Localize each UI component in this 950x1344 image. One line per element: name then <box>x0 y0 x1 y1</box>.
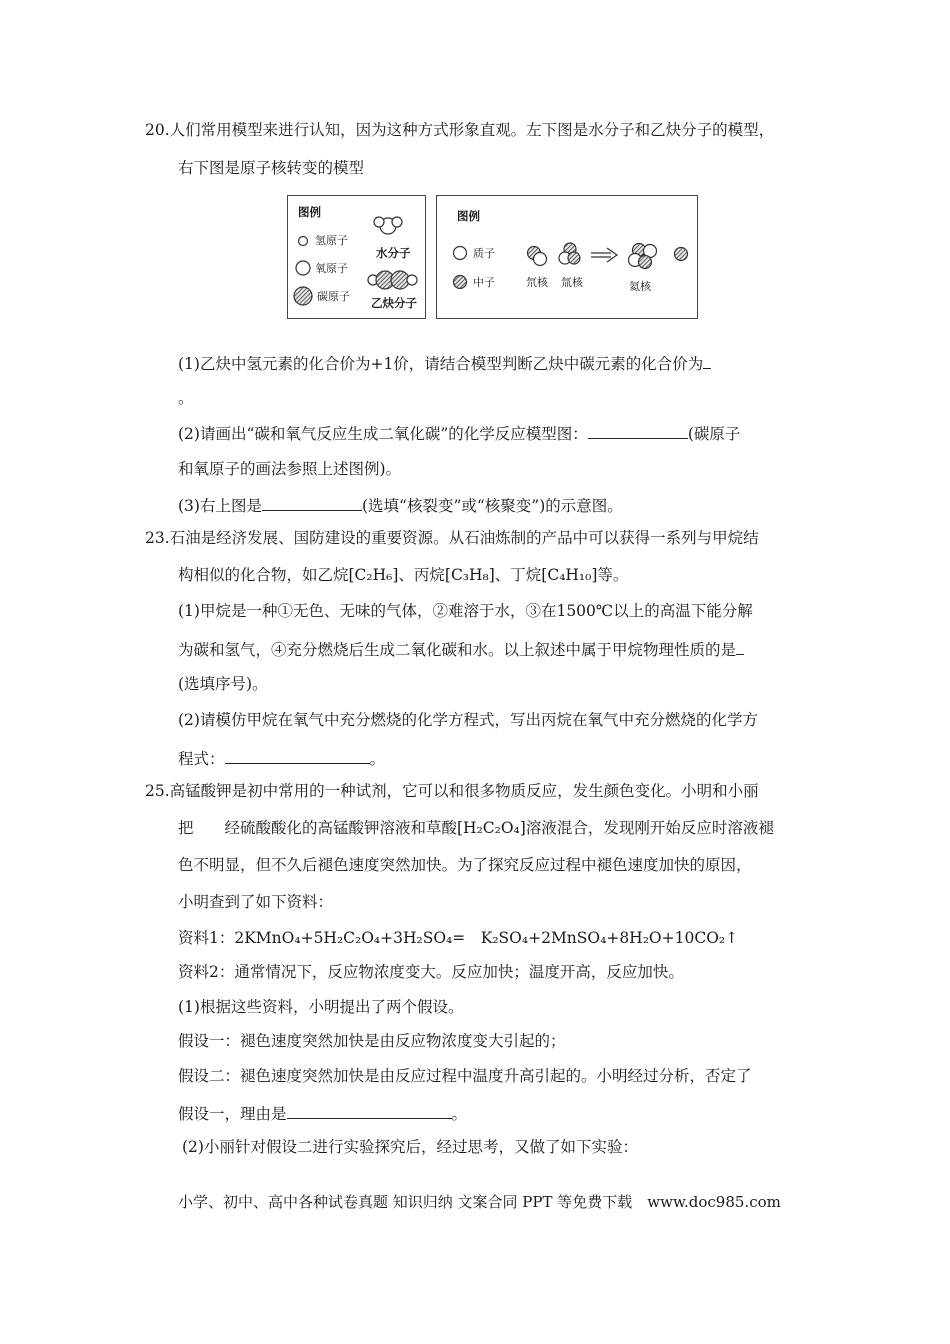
q25-sub1: (1)根据这些资料，小明提出了两个假设。 <box>178 998 464 1016</box>
q23-sub2-line1: (2)请模仿甲烷在氧气中充分燃烧的化学方程式，写出丙烷在氧气中充分燃烧的化学方 <box>178 711 758 729</box>
figure-right-nuclear-model <box>436 195 698 319</box>
answer-blank[interactable] <box>703 352 711 369</box>
arrow-right-icon <box>607 248 617 262</box>
q23-sub2-line2: 程式： 。 <box>178 747 385 769</box>
answer-blank[interactable] <box>225 747 370 764</box>
q25-line3: 色不明显，但不久后褪色速度突然加快。为了探究反应过程中褪色速度加快的原因， <box>178 856 752 874</box>
acetylene-carbon-icon <box>391 271 409 289</box>
q25-line4: 小明查到了如下资料： <box>178 893 334 911</box>
q20-sub2-line1: (2)请画出“碳和氧气反应生成二氧化碳”的化学反应模型图： (碳原子 <box>178 422 740 444</box>
water-hydrogen-icon <box>374 217 384 227</box>
q25-hypothesis1: 假设一：褪色速度突然加快是由反应物浓度变大引起的； <box>178 1032 566 1050</box>
oxygen-atom-icon <box>296 261 310 275</box>
q23-line2: 构相似的化合物，如乙烷[C₂H₆]、丙烷[C₃H₈]、丁烷[C₄H₁₀]等。 <box>178 566 629 584</box>
helium-label: 氦核 <box>629 280 651 293</box>
water-molecule-label: 水分子 <box>376 246 411 260</box>
legend-neutron-label: 中子 <box>473 276 495 289</box>
hydrogen-atom-icon <box>299 237 308 246</box>
q25-hypothesis2: 假设二：褪色速度突然加快是由反应过程中温度升高引起的。小明经过分析，否定了 <box>178 1067 752 1085</box>
answer-blank[interactable] <box>262 494 362 511</box>
q25-line2: 把 经硫酸酸化的高锰酸钾溶液和草酸[H₂C₂O₄]溶液混合，发现刚开始反应时溶液褪 <box>178 819 774 837</box>
q20-sub3: (3)右上图是 (选填“核裂变”或“核聚变”)的示意图。 <box>178 494 623 516</box>
figure-left-title: 图例 <box>298 205 321 219</box>
carbon-atom-icon <box>294 287 312 305</box>
page-footer: 小学、初中、高中各种试卷真题 知识归纳 文案合同 PPT 等免费下载 www.doc985.com <box>178 1193 781 1211</box>
answer-blank[interactable] <box>736 638 744 655</box>
water-hydrogen-icon <box>392 217 402 227</box>
acetylene-molecule-label: 乙炔分子 <box>371 296 417 310</box>
q23-line1: 23.石油是经济发展、国防建设的重要资源。从石油炼制的产品中可以获得一系列与甲烷结 <box>145 529 759 547</box>
tritium-neutron-icon <box>568 252 580 264</box>
answer-blank[interactable] <box>287 1102 452 1119</box>
answer-blank[interactable] <box>588 422 688 439</box>
legend-hydrogen-label: 氢原子 <box>315 234 348 247</box>
q25-hypothesis2-reason: 假设一，理由是 。 <box>178 1102 467 1124</box>
q20-sub1-line2: 。 <box>178 389 194 407</box>
figure-right-title: 图例 <box>457 209 480 223</box>
q25-sub2: (2)小丽针对假设二进行实验探究后，经过思考，又做了如下实验： <box>182 1138 638 1156</box>
q23-sub1-line2: 为碳和氢气，④充分燃烧后生成二氧化碳和水。以上叙述中属于甲烷物理性质的是 <box>178 638 744 660</box>
tritium-label: 氚核 <box>561 276 583 289</box>
free-neutron-icon <box>675 248 688 261</box>
q25-data2: 资料2：通常情况下，反应物浓度变大。反应加快；温度开高，反应加快。 <box>178 963 684 981</box>
deuterium-label: 氘核 <box>526 276 548 289</box>
q20-line1: 20.人们常用模型来进行认知，因为这种方式形象直观。左下图是水分子和乙炔分子的模型， <box>145 121 775 139</box>
q23-sub1-line3: (选填序号)。 <box>178 675 268 693</box>
neutron-icon <box>454 276 467 289</box>
q20-sub2-line2: 和氧原子的画法参照上述图例)。 <box>178 460 402 478</box>
q20-sub1-line1: (1)乙炔中氢元素的化合价为+1价，请结合模型判断乙炔中碳元素的化合价为 <box>178 352 711 374</box>
q23-sub1-line1: (1)甲烷是一种①无色、无味的气体，②难溶于水，③在1500℃以上的高温下能分解 <box>178 602 753 620</box>
acetylene-hydrogen-icon <box>407 275 417 285</box>
q25-line1: 25.高锰酸钾是初中常用的一种试剂，它可以和很多物质反应，发生颜色变化。小明和小丽 <box>145 782 759 800</box>
q25-data1: 资料1：2KMnO₄+5H₂C₂O₄+3H₂SO₄= K₂SO₄+2MnSO₄+8H₂O+10CO₂↑ <box>178 929 739 947</box>
q20-line2: 右下图是原子核转变的模型 <box>178 159 365 177</box>
figure-left-molecule-legend <box>287 195 426 319</box>
legend-oxygen-label: 氧原子 <box>315 262 348 275</box>
legend-proton-label: 质子 <box>473 247 495 260</box>
deuterium-proton-icon <box>534 253 547 266</box>
proton-icon <box>454 247 467 260</box>
legend-carbon-label: 碳原子 <box>317 290 350 303</box>
helium-neutron-icon <box>639 256 652 269</box>
